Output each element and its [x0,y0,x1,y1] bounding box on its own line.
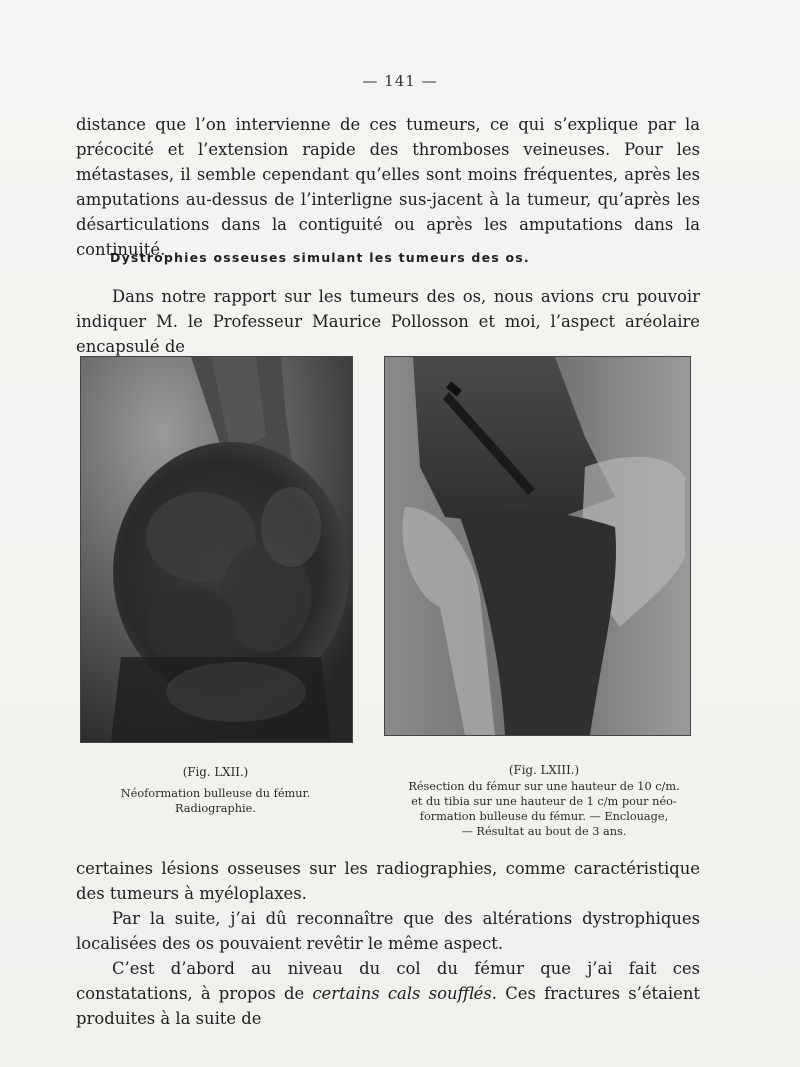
figure-lxii-label: (Fig. LXII.) [182,765,249,779]
paragraph-intro: Dans notre rapport sur les tumeurs des os, nous avions cru pouvoir indiquer M. le Professeur Maurice Pollosson et moi, l’aspect aréolaire encapsulé de [76,287,700,356]
figure-lxiii-caption-line: Résection du fémur sur une hauteur de 10 c/m. [408,780,680,793]
figure-lxii-caption-line: Radiographie. [175,802,256,815]
figure-lxii-caption-line: Néoformation bulleuse du fémur. [120,787,311,800]
paragraph-after-2: Par la suite, j’ai dû reconnaître que des altérations dystrophiques localisées des os pouvaient revêtir le même aspect. [76,909,700,953]
figure-lxiii-caption-line: et du tibia sur une hauteur de 1 c/m pour néo- [411,795,677,808]
figure-lxiii-radiograph [384,356,691,736]
paragraph-after-3-end: . Ces fractures s’étaient produites à la suite de [76,984,700,1028]
paragraph-after-3-italic: certains cals soufflés [312,984,492,1003]
page-number: — 141 — [362,72,438,90]
paragraph-after-3 [76,956,700,1031]
paragraph-top: distance que l’on intervienne de ces tumeurs, ce qui s’explique par la précocité et l’extension rapide des thromboses veineuses. Pour les métastases, il semble cependant qu’elles sont moins fréquentes, après les amputations au-dessus de l’interligne sus-jacent à la tumeur, qu’après les désarticulations dans la contiguité ou après les amputations dans la continuité. [76,115,700,259]
figure-lxii-radiograph [80,356,353,743]
section-heading: Dystrophies osseuses simulant les tumeurs des os. [110,250,530,265]
figure-lxiii-caption-line: — Résultat au bout de 3 ans. [461,825,627,838]
paragraph-after-1: certaines lésions osseuses sur les radiographies, comme caractéristique des tumeurs à myéloplaxes. [76,859,700,903]
paragraph-after-3-start: C’est d’abord au niveau du col du fémur que j’ai fait ces constatations, à propos de [76,959,700,1003]
figure-lxiii-caption-line: formation bulleuse du fémur. — Enclouage, [419,810,669,823]
figure-lxiii-caption [384,763,704,839]
figure-lxii-caption [80,765,351,816]
figure-lxiii-label: (Fig. LXIII.) [508,763,580,777]
